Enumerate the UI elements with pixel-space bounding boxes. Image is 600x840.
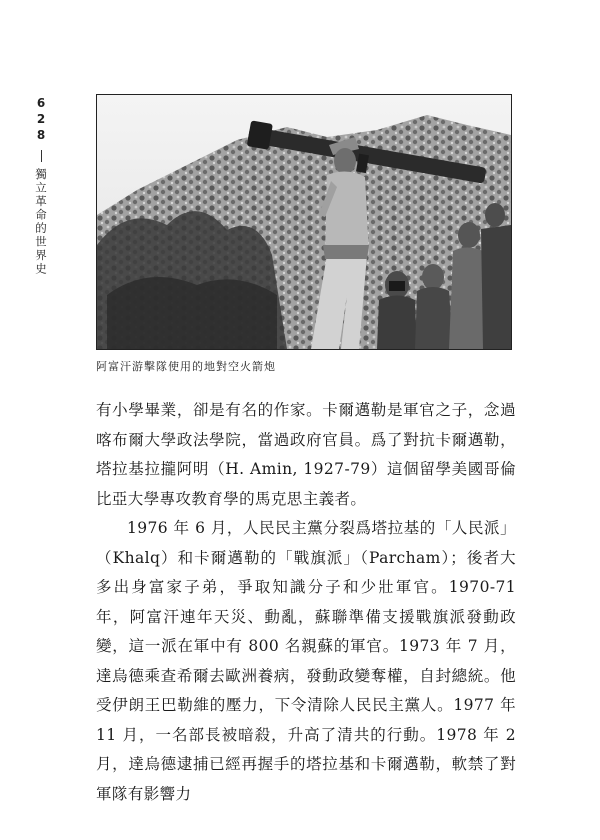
- figure-photo: [96, 94, 512, 350]
- body-text: [96, 396, 516, 809]
- margin-divider: [41, 150, 42, 162]
- paragraph: 1976 年 6 月，人民民主黨分裂爲塔拉基的「人民派」（Khalq）和卡爾邁勒的「戰旗派」（Parcham）；後者大多出身富家子弟，爭取知識分子和少壯軍官。1970-71 年，阿富汗連年天災、動亂，蘇聯準備支援戰旗派發動政變，這一派在軍中有 800 名親蘇的軍官。1973 年 7 月，達烏德乘查希爾去歐洲養病，發動政變奪權，自封總統。他受伊朗王巴勒維的壓力，下令清除人民民主黨人。1977 年 11 月，一名部長被暗殺，升高了清共的行動。1978 年 2 月，達烏德逮捕已經再握手的塔拉基和卡爾邁勒，軟禁了對軍隊有影響力: [96, 519, 516, 803]
- figure-caption: 阿富汗游擊隊使用的地對空火箭炮: [96, 360, 276, 373]
- photo-illustration: [97, 95, 511, 349]
- page-number: 628: [34, 96, 48, 144]
- paragraph: 有小學畢業，卻是有名的作家。卡爾邁勒是軍官之子，念過喀布爾大學政法學院，當過政府官員。爲了對抗卡爾邁勒，塔拉基拉攏阿明（H. Amin, 1927-79）這個留學美國哥倫比亞大學專攻教育學的馬克思主義者。: [96, 401, 516, 508]
- running-title: 獨立革命的世界史: [34, 168, 48, 276]
- margin-column: [30, 96, 52, 276]
